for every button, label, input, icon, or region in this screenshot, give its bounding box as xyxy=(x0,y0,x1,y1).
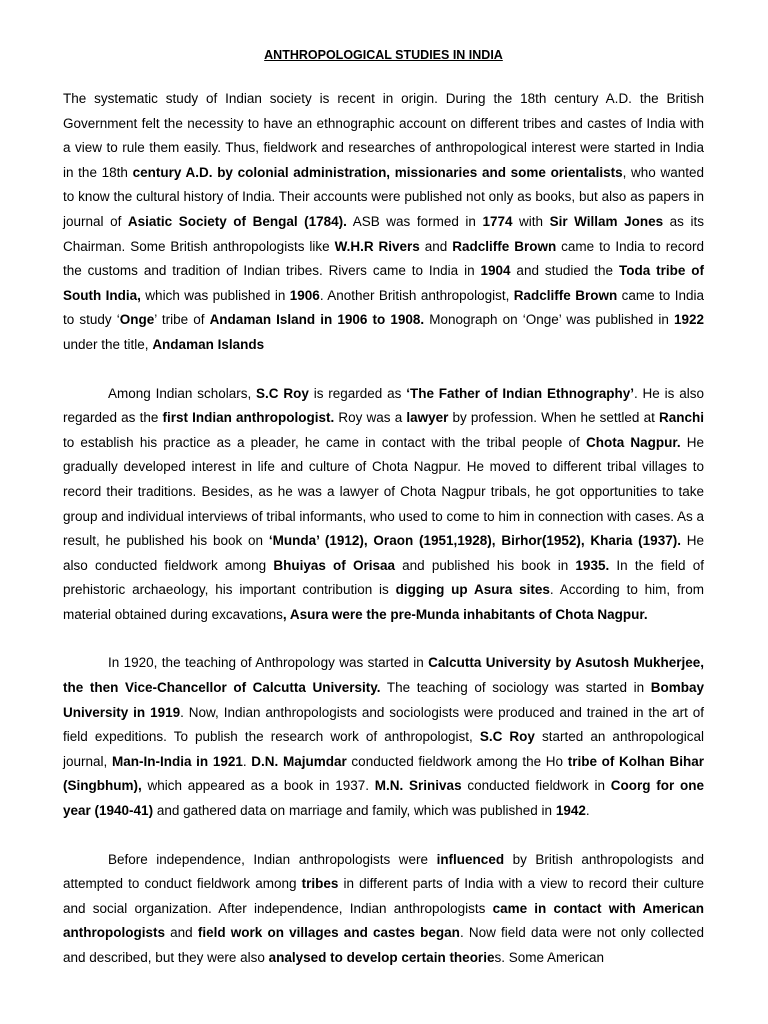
bold-text-segment: Radcliffe Brown xyxy=(513,287,618,303)
bold-text-segment: lawyer xyxy=(406,410,449,426)
bold-text-segment: 1935. xyxy=(575,557,610,573)
bold-text-segment: Sir Willam Jones xyxy=(549,213,664,229)
bold-text-segment: S.C Roy xyxy=(256,385,309,401)
bold-text-segment: Andaman Islands xyxy=(152,336,265,352)
text-segment: came to India to study ‘ xyxy=(63,287,704,328)
text-segment: In 1920, the teaching of Anthropology was started in xyxy=(108,655,429,671)
text-segment: The systematic study of Indian society is recent in origin. During the 18th century A.D. the British Government felt the necessity to have an ethnographic account on different tribes and castes of India with a view to rule them easily. Thus, fieldwork and researches of anthropological interest were started in India in the 18th xyxy=(63,91,704,180)
text-segment: In the field of prehistoric archaeology, his important contribution is xyxy=(63,557,704,598)
bold-text-segment: analysed to develop certain theorie xyxy=(268,950,495,965)
text-segment: . xyxy=(242,753,252,769)
text-segment: which was published in xyxy=(140,287,290,303)
bold-text-segment: Ranchi xyxy=(658,410,704,426)
bold-text-segment: Andaman Island in 1906 to 1908. xyxy=(209,312,425,328)
text-segment: is regarded as xyxy=(308,385,407,401)
text-segment: . He is also regarded as the xyxy=(63,385,704,426)
bold-text-segment: century A.D. by colonial administration, missionaries and some orientalists xyxy=(132,164,623,180)
text-segment: He gradually developed interest in life and culture of Chota Nagpur. He moved to different tribal villages to record their traditions. Besides, as he was a lawyer of Chota Nagpur tribals, he got opportunities to take group and individual interviews of tribal informants, who used to come to him in connection with cases. As a result, he published his book on xyxy=(63,434,704,549)
text-segment: ASB was formed in xyxy=(346,213,483,229)
text-segment: which appeared as a book in 1937. xyxy=(141,778,375,794)
text-segment: He also conducted fieldwork among xyxy=(63,533,704,573)
text-segment: . Now field data were not only collected and described, but they were also xyxy=(63,925,704,965)
text-segment: as its Chairman. Some British anthropologists like xyxy=(63,213,704,254)
bold-text-segment: ‘The Father of Indian Ethnography’ xyxy=(406,385,634,401)
text-segment: . Now, Indian anthropologists and sociologists were produced and trained in the art of field expeditions. To publish the research work of anthropologist, xyxy=(63,704,704,745)
bold-text-segment: influenced xyxy=(436,851,505,867)
text-segment: Before independence, Indian anthropologists were xyxy=(108,851,437,867)
bold-text-segment: field work on villages and castes began xyxy=(197,925,460,941)
text-segment: in different parts of India with a view to record their culture and social organization. After independence, Indian anthropologists xyxy=(63,876,704,916)
text-segment: . xyxy=(585,803,590,819)
bold-text-segment: came in contact with American anthropologists xyxy=(63,900,704,941)
bold-text-segment: Onge xyxy=(119,312,155,328)
text-segment: and published his book in xyxy=(394,557,576,573)
bold-text-segment: Asiatic Society of Bengal (1784). xyxy=(127,213,347,229)
text-segment: Monograph on ‘Onge’ was published in xyxy=(424,312,674,328)
bold-text-segment: W.H.R Rivers xyxy=(334,238,420,254)
bold-text-segment: D.N. Majumdar xyxy=(251,753,347,769)
text-segment: s. Some American xyxy=(494,950,604,965)
bold-text-segment: tribes xyxy=(301,876,339,892)
bold-text-segment: 1904 xyxy=(480,263,511,279)
bold-text-segment: first Indian anthropologist. xyxy=(162,410,335,426)
bold-text-segment: digging up Asura sites xyxy=(395,582,550,598)
text-segment: Among Indian scholars, xyxy=(108,385,257,401)
text-segment: to establish his practice as a pleader, he came in contact with the tribal people of xyxy=(63,434,586,450)
bold-text-segment: , Asura were the pre-Munda inhabitants of Chota Nagpur. xyxy=(282,606,648,622)
bold-text-segment: Bhuiyas of Orisaa xyxy=(273,557,395,573)
text-segment: and xyxy=(419,238,453,254)
text-segment: conducted fieldwork in xyxy=(461,778,611,794)
text-segment: . Another British anthropologist, xyxy=(319,287,514,303)
bold-text-segment: Bombay University in 1919 xyxy=(63,680,704,720)
bold-text-segment: 1906 xyxy=(289,287,320,303)
text-segment: started an anthropological journal, xyxy=(63,729,704,769)
bold-text-segment: Toda tribe of South India, xyxy=(63,263,704,303)
bold-text-segment: tribe of Kolhan Bihar (Singbhum), xyxy=(63,753,704,794)
paragraph-1 xyxy=(63,87,704,358)
text-segment: . According to him, from material obtained during excavations xyxy=(63,582,704,622)
bold-text-segment: M.N. Srinivas xyxy=(374,778,462,794)
bold-text-segment: Radcliffe Brown xyxy=(452,238,557,254)
text-segment: and studied the xyxy=(510,263,619,279)
text-segment: and gathered data on marriage and family, which was published in xyxy=(153,803,556,819)
paragraph-2 xyxy=(63,382,704,628)
text-segment: under the title, xyxy=(63,336,153,352)
bold-text-segment: 1774 xyxy=(482,213,513,229)
bold-text-segment: 1922 xyxy=(673,312,705,328)
bold-text-segment: Chota Nagpur. xyxy=(585,434,681,450)
text-segment: came to India to record the customs and tradition of Indian tribes. Rivers came to India in xyxy=(63,238,705,279)
text-segment: with xyxy=(512,213,550,229)
document-page xyxy=(63,46,704,971)
text-segment: ’ tribe of xyxy=(154,312,210,328)
text-segment: , who wanted to know the cultural history of India. Their accounts were published not only as books, but also as papers in journal of xyxy=(63,164,704,229)
text-segment: Roy was a xyxy=(334,410,407,426)
bold-text-segment: 1942 xyxy=(555,803,586,819)
document-body xyxy=(63,87,704,971)
text-segment: by profession. When he settled at xyxy=(448,410,659,426)
bold-text-segment: Man-In-India in 1921 xyxy=(111,753,243,769)
bold-text-segment: Calcutta University by Asutosh Mukherjee, the then Vice-Chancellor of Calcutta University. xyxy=(63,655,704,696)
bold-text-segment: Coorg for one year (1940-41) xyxy=(63,778,705,819)
text-segment: by British anthropologists and attempted to conduct fieldwork among xyxy=(63,851,705,892)
text-segment: conducted fieldwork among the Ho xyxy=(346,753,568,769)
paragraph-4 xyxy=(63,848,704,971)
text-segment: The teaching of sociology was started in xyxy=(380,680,651,696)
bold-text-segment: S.C Roy xyxy=(479,729,535,745)
text-segment: and xyxy=(165,925,198,941)
bold-text-segment: ‘Munda’ (1912), Oraon (1951,1928), Birhor(1952), Kharia (1937). xyxy=(268,533,681,549)
paragraph-3 xyxy=(63,651,704,823)
document-title: ANTHROPOLOGICAL STUDIES IN INDIA xyxy=(264,48,503,62)
